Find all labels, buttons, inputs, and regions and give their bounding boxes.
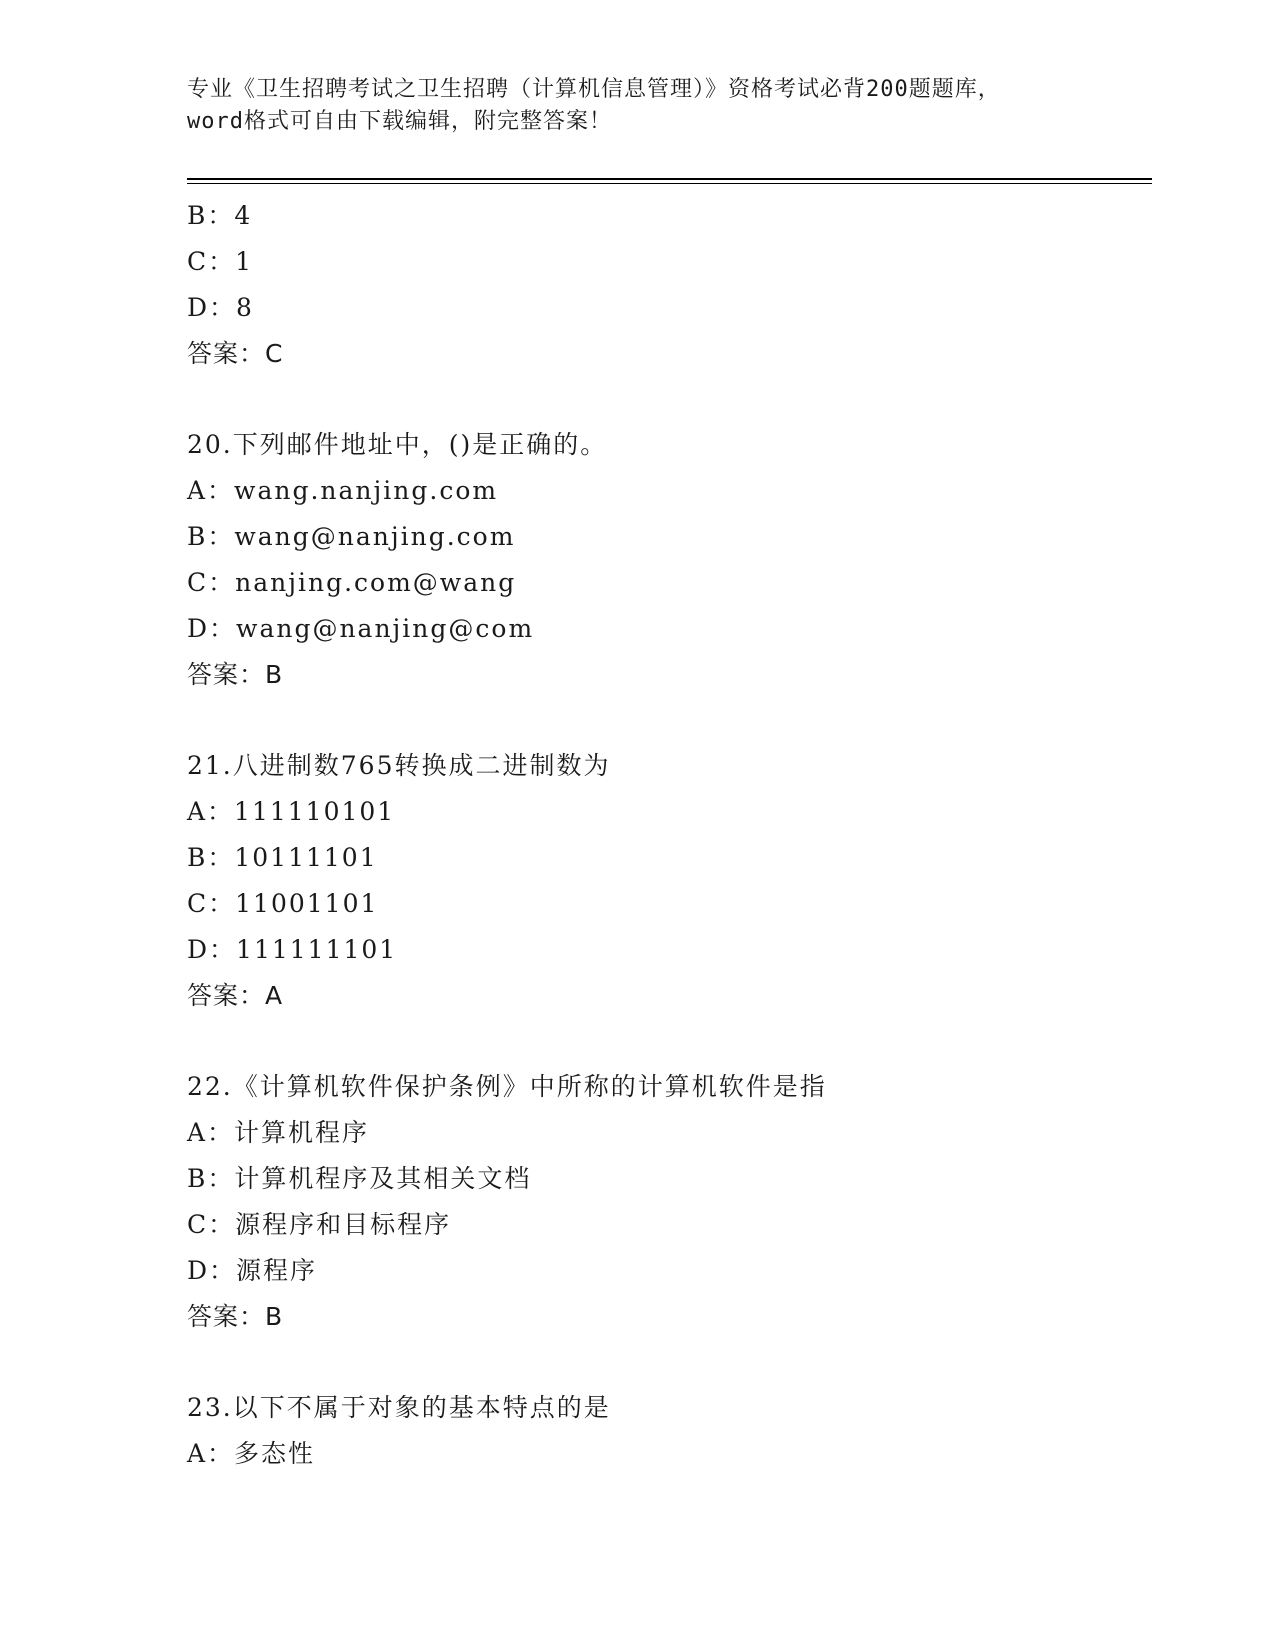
- leading-option-d: D：8: [187, 293, 254, 322]
- q22-option-c: C：源程序和目标程序: [187, 1210, 452, 1239]
- q22-option-d: D：源程序: [187, 1256, 318, 1285]
- leading-option-b: B：4: [187, 201, 253, 230]
- question-20: 20.下列邮件地址中，()是正确的。: [187, 430, 608, 459]
- question-list: [187, 193, 1147, 1477]
- leading-option-c: C：1: [187, 247, 254, 276]
- q22-answer: 答案：B: [187, 1302, 284, 1331]
- question-23: 23.以下不属于对象的基本特点的是: [187, 1393, 611, 1422]
- q22-option-a: A：计算机程序: [187, 1118, 370, 1147]
- header-line-2: word格式可自由下载编辑，附完整答案！: [187, 109, 612, 134]
- q20-answer: 答案：B: [187, 660, 284, 689]
- q22-option-b: B：计算机程序及其相关文档: [187, 1164, 532, 1193]
- q21-option-c: C：11001101: [187, 889, 379, 918]
- q20-option-d: D：wang@nanjing@com: [187, 614, 535, 643]
- q21-option-b: B：10111101: [187, 843, 378, 872]
- document-header: [187, 74, 1107, 138]
- q23-option-a: A：多态性: [187, 1439, 316, 1468]
- question-22: 22.《计算机软件保护条例》中所称的计算机软件是指: [187, 1072, 827, 1101]
- header-line-1: 专业《卫生招聘考试之卫生招聘（计算机信息管理）》资格考试必背200题题库，: [187, 77, 1001, 102]
- header-rule-thin: [187, 183, 1152, 184]
- q21-answer: 答案：A: [187, 981, 284, 1010]
- header-rule-thick: [187, 178, 1152, 180]
- q20-option-c: C：nanjing.com@wang: [187, 568, 517, 597]
- q21-option-a: A：111110101: [187, 797, 396, 826]
- q21-option-d: D：111111101: [187, 935, 398, 964]
- q20-option-b: B：wang@nanjing.com: [187, 522, 516, 551]
- q20-option-a: A：wang.nanjing.com: [187, 476, 499, 505]
- leading-answer: 答案：C: [187, 339, 284, 368]
- question-21: 21.八进制数765转换成二进制数为: [187, 751, 611, 780]
